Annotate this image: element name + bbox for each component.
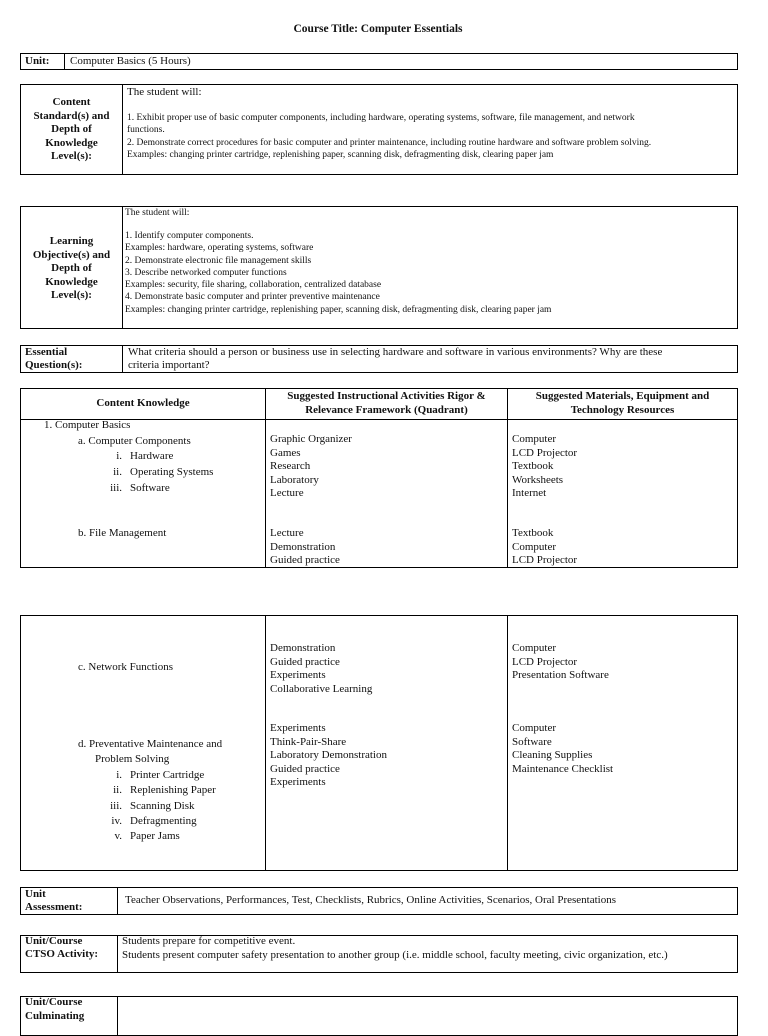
materials-list-a bbox=[512, 433, 577, 501]
content-subitem: iv. bbox=[111, 815, 122, 827]
list-item: Computer bbox=[512, 722, 556, 734]
list-item: LCD Projector bbox=[512, 446, 578, 459]
list-item: Internet bbox=[512, 487, 547, 499]
list-item: Computer bbox=[512, 642, 556, 654]
materials-list-c bbox=[512, 642, 609, 683]
unit-assessment-label: Unit Assessment: bbox=[25, 888, 83, 913]
activities-list-d bbox=[270, 722, 387, 790]
content-subitem: iii. bbox=[110, 482, 122, 494]
list-item: Guided practice bbox=[270, 554, 340, 566]
list-item: Demonstration bbox=[270, 642, 336, 654]
content-subitem: v. bbox=[114, 830, 122, 842]
list-item: Presentation Software bbox=[512, 669, 609, 681]
list-item: Guided practice bbox=[270, 655, 340, 668]
activities-list-c bbox=[270, 642, 372, 696]
list-item: Collaborative Learning bbox=[270, 682, 373, 695]
header-activities: Suggested Instructional Activities Rigor & Relevance Framework (Quadrant) bbox=[287, 390, 486, 416]
header-content-knowledge: Content Knowledge bbox=[96, 397, 190, 409]
content-subitem: Printer Cartridge bbox=[130, 769, 205, 781]
list-item: Students prepare for competitive event. bbox=[122, 935, 296, 947]
list-item: Demonstration bbox=[270, 540, 336, 553]
content-subitem: i. bbox=[116, 769, 122, 781]
list-item: Examples: hardware, operating systems, software bbox=[125, 243, 314, 254]
content-subitem: i. bbox=[116, 450, 122, 462]
list-item: Textbook bbox=[512, 527, 554, 539]
content-standard-items bbox=[127, 112, 651, 161]
list-item: 2. Demonstrate electronic file management skills bbox=[125, 255, 312, 266]
list-item: Students present computer safety presentation to another group (i.e. middle school, faculty meeting, civic organization, etc.) bbox=[122, 948, 668, 961]
content-item-computer-basics: 1. Computer Basics bbox=[44, 419, 131, 431]
list-item: Examples: changing printer cartridge, replenishing paper, scanning disk, defragmenting disk, clearing paper jam bbox=[125, 304, 552, 315]
list-item: LCD Projector bbox=[512, 554, 578, 566]
culminating-box bbox=[20, 996, 738, 1036]
list-item: 1. Exhibit proper use of basic computer components, including hardware, operating systems, software, file management, and network bbox=[127, 113, 635, 123]
list-item: Think-Pair-Share bbox=[270, 735, 347, 748]
content-standard-label: Content Standard(s) and Depth of Knowledge Level(s): bbox=[33, 96, 110, 162]
list-item: functions. bbox=[127, 125, 165, 136]
content-subitem: ii. bbox=[113, 466, 122, 478]
list-item: 2. Demonstrate correct procedures for basic computer and printer maintenance, including routine hardware and software problem solving. bbox=[127, 137, 652, 148]
culminating-label: Unit/Course Culminating bbox=[25, 996, 85, 1022]
content-standard-intro: The student will: bbox=[127, 86, 202, 98]
list-item: Examples: changing printer cartridge, replenishing paper, scanning disk, defragmenting disk, clearing paper jam bbox=[127, 149, 554, 160]
list-item: Guided practice bbox=[270, 762, 340, 775]
list-item: Graphic Organizer bbox=[270, 433, 352, 445]
list-item: Worksheets bbox=[512, 473, 564, 486]
content-subitem: Replenishing Paper bbox=[130, 784, 216, 796]
unit-label: Unit: bbox=[25, 55, 50, 67]
content-item-preventative-maintenance-2: Problem Solving bbox=[95, 753, 170, 765]
page-title: Course Title: Computer Essentials bbox=[293, 23, 463, 35]
list-item: Games bbox=[270, 446, 301, 459]
essential-question-label: Essential Question(s): bbox=[25, 346, 83, 371]
list-item: Experiments bbox=[270, 669, 326, 681]
list-item: Cleaning Supplies bbox=[512, 749, 593, 761]
list-item: Maintenance Checklist bbox=[512, 762, 614, 775]
content-item-file-management: b. File Management bbox=[78, 527, 167, 539]
learning-objectives-items bbox=[125, 230, 551, 316]
content-subitem: iii. bbox=[110, 800, 122, 812]
list-item: Lecture bbox=[270, 487, 304, 499]
header-materials: Suggested Materials, Equipment and Technology Resources bbox=[535, 390, 710, 416]
list-item: Software bbox=[512, 735, 552, 748]
list-item: Laboratory Demonstration bbox=[270, 749, 387, 761]
materials-list-b bbox=[512, 527, 577, 568]
activities-list-a bbox=[270, 433, 352, 501]
ctso-activity-text bbox=[122, 935, 668, 962]
content-subitem: ii. bbox=[113, 784, 122, 796]
content-item-preventative-maintenance: d. Preventative Maintenance and bbox=[78, 738, 223, 750]
list-item: LCD Projector bbox=[512, 655, 578, 668]
list-item: Laboratory bbox=[270, 473, 319, 486]
materials-list-d bbox=[512, 722, 613, 776]
list-item: 4. Demonstrate basic computer and printer preventive maintenance bbox=[125, 292, 380, 303]
list-item: 3. Describe networked computer functions bbox=[125, 267, 287, 278]
content-subitem: Software bbox=[130, 482, 170, 494]
content-subitem: Operating Systems bbox=[130, 466, 214, 478]
list-item: Textbook bbox=[512, 460, 554, 472]
list-item: Examples: security, file sharing, collaboration, centralized database bbox=[125, 280, 382, 291]
content-subitem: Hardware bbox=[130, 450, 174, 462]
activities-list-b bbox=[270, 527, 340, 568]
unit-assessment-text: Teacher Observations, Performances, Test, Checklists, Rubrics, Online Activities, Scenarios, Oral Presentations bbox=[125, 894, 617, 906]
learning-objectives-intro: The student will: bbox=[125, 208, 190, 218]
ctso-activity-label: Unit/Course CTSO Activity: bbox=[25, 935, 99, 960]
content-item-computer-components: a. Computer Components bbox=[78, 435, 191, 447]
list-item: Computer bbox=[512, 433, 556, 445]
unit-value: Computer Basics (5 Hours) bbox=[70, 55, 191, 67]
essential-question-text: What criteria should a person or business use in selecting hardware and software in various environments? Why are these criteria important? bbox=[128, 346, 663, 371]
list-item: 1. Identify computer components. bbox=[125, 231, 254, 241]
content-subitem: Paper Jams bbox=[130, 830, 180, 842]
content-item-network-functions: c. Network Functions bbox=[78, 661, 174, 673]
list-item: Computer bbox=[512, 540, 556, 553]
list-item: Research bbox=[270, 460, 311, 472]
content-subitem: Scanning Disk bbox=[130, 800, 195, 812]
list-item: Experiments bbox=[270, 776, 326, 788]
content-subitem: Defragmenting bbox=[130, 815, 197, 827]
list-item: Experiments bbox=[270, 722, 326, 734]
list-item: Lecture bbox=[270, 527, 304, 539]
learning-objectives-label: Learning Objective(s) and Depth of Knowledge Level(s): bbox=[32, 235, 111, 301]
